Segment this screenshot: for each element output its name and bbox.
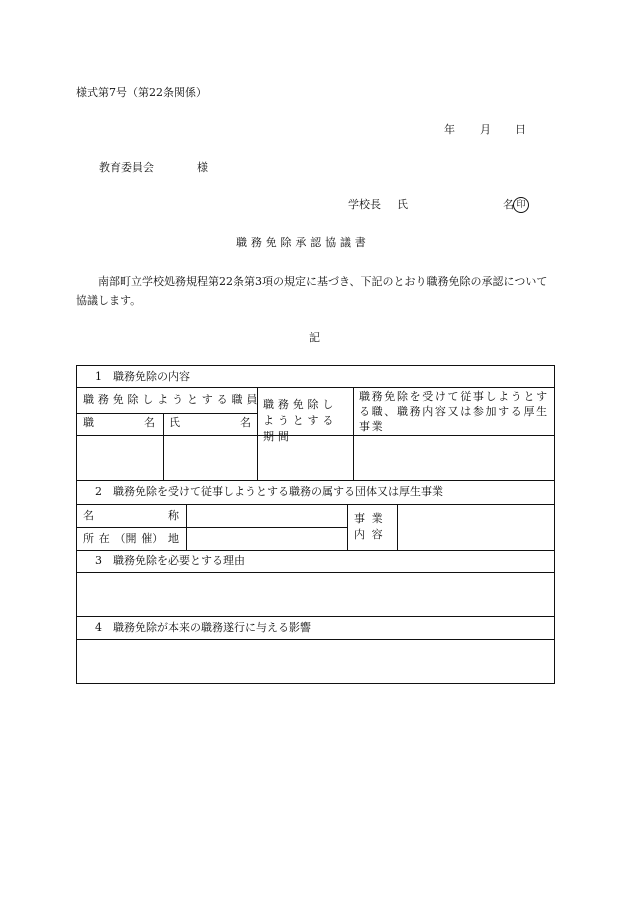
sender-title: 学校長: [348, 198, 381, 211]
col-header-post: [83, 416, 155, 430]
col-header-post-char2: 名: [144, 416, 155, 429]
col-header-period: 職務免除しようとする期間: [263, 398, 338, 443]
org-location-label-part1: 所: [83, 532, 94, 545]
form-number: 様式第7号（第22条関係）: [76, 86, 207, 99]
ki-heading: 記: [309, 331, 320, 344]
col-header-work: 職務免除を受けて従事しようとする職、職務内容又は参加する厚生事業: [359, 390, 549, 433]
sender-name-prefix: 氏: [397, 198, 408, 211]
sender-name-suffix: 名: [503, 198, 514, 211]
section-3-heading: 3 職務免除を必要とする理由: [95, 554, 245, 567]
org-location-label-part2: 在: [98, 532, 110, 545]
col-header-name-char2: 名: [240, 416, 251, 429]
date-day: 日: [515, 123, 526, 136]
col-header-name: [169, 416, 251, 430]
date-year: 年: [444, 123, 455, 136]
business-content-label-line1: 事業: [354, 512, 390, 525]
business-content-label-line2: 内容: [354, 528, 390, 541]
application-form-table: [76, 365, 555, 684]
col-header-post-char1: 職: [83, 416, 94, 429]
org-location-label-part5: 地: [168, 532, 179, 545]
col-header-person: 職務免除しようとする職員: [83, 393, 262, 406]
section-2-heading: 2 職務免除を受けて従事しようとする職務の属する団体又は厚生事業: [95, 485, 443, 498]
section-1-heading: 1 職務免除の内容: [95, 370, 190, 383]
org-name-label: [83, 509, 179, 523]
col-header-name-char1: 氏: [169, 416, 180, 429]
seal-mark-icon: [513, 197, 529, 213]
org-name-label-char2: 称: [168, 509, 179, 522]
org-location-label-part3: （開: [114, 532, 137, 545]
section-4-heading: 4 職務免除が本来の職務遂行に与える影響: [95, 621, 311, 634]
date-month: 月: [480, 123, 491, 136]
org-name-label-char1: 名: [83, 509, 94, 522]
addressee-board: 教育委員会: [99, 161, 154, 174]
body-paragraph: 南部町立学校処務規程第22条第3項の規定に基づき、下記のとおり職務免除の承認について協議します。: [76, 275, 548, 307]
org-location-label-part4: 催）: [141, 532, 164, 545]
document-title: 職務免除承認協議書: [236, 236, 370, 249]
org-location-label: [83, 532, 179, 546]
addressee-honorific: 様: [197, 161, 208, 174]
